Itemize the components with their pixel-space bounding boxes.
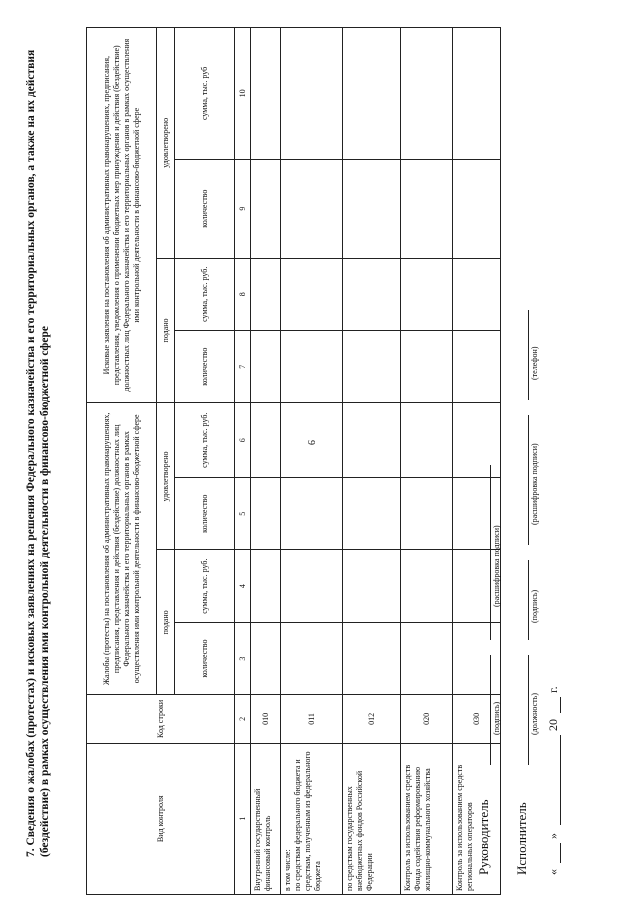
month-line: [546, 735, 561, 825]
column-number: 7: [235, 330, 251, 402]
column-numbers-row: [235, 28, 251, 895]
header-sum: сумма, тыс. руб.: [175, 258, 235, 330]
header-claims-satisfied: удовлетворено: [157, 28, 175, 259]
section-title: Сведения о жалобах (протестах) и исковых заявлениях на решения Федерального казначейства и его территориальных органов, а также на их действия (бездействие) в рамках осуществления ими контрольной деятельности в финансово-бюджетной сфере: [25, 49, 51, 857]
header-code: Код строки: [87, 695, 235, 743]
head-label: Руководитель: [476, 799, 491, 875]
decoding-line: [476, 465, 491, 640]
header-complaints: Жалобы (протесты) на постановления об административных правонарушениях, предписания, представления и действия (бездействие) должностных лиц Федерального казначейства и его территориальных органов в рамках осуществления ими контрольной деятельности в финансово-бюджетной сфере: [87, 403, 157, 695]
date-open-quote: «: [546, 869, 560, 875]
header-sum: сумма, тыс. руб.: [175, 550, 235, 622]
position-line: [514, 655, 529, 765]
column-number: 1: [235, 743, 251, 894]
executor-label: Исполнитель: [514, 802, 529, 875]
decoding-caption: (расшифровка подписи): [530, 443, 539, 525]
signature-line: [476, 655, 491, 765]
decoding-caption: (расшифровка подписи): [492, 525, 501, 607]
column-number: 2: [235, 695, 251, 743]
year-suffix: г.: [546, 686, 560, 693]
row-code: 010: [251, 695, 281, 743]
table-row: [281, 28, 343, 895]
year-prefix: 20: [546, 719, 560, 731]
executor-signature-row: [508, 15, 546, 875]
page-number: 9: [305, 440, 316, 445]
header-claims-filed: подано: [157, 258, 175, 403]
phone-line: [514, 310, 529, 400]
row-code: 020: [401, 695, 453, 743]
signature-line: [514, 560, 529, 640]
decoding-line: [514, 415, 529, 545]
table-row: [251, 28, 281, 895]
row-code: 030: [453, 695, 501, 743]
header-count: количество: [175, 478, 235, 550]
header-sum: сумма, тыс. руб: [175, 28, 235, 160]
column-number: 6: [235, 403, 251, 478]
row-label: Контроль за использованием средств Фонда содействия реформированию жилищно-коммунального хозяйства: [401, 743, 453, 894]
column-number: 3: [235, 622, 251, 694]
signature-block: [470, 15, 584, 875]
column-number: 8: [235, 258, 251, 330]
column-number: 4: [235, 550, 251, 622]
column-number: 10: [235, 28, 251, 160]
date-row: [546, 15, 584, 875]
row-label: Контроль за использованием средств региональных операторов: [453, 743, 501, 894]
signature-caption: (подпись): [492, 701, 501, 735]
row-label: Внутренний государственный финансовый контроль: [251, 743, 281, 894]
header-count: количество: [175, 159, 235, 258]
row-label: по средствам государственных внебюджетных фондов Российской Федерации: [343, 743, 401, 894]
header-sum: сумма, тыс. руб.: [175, 403, 235, 478]
header-claims: Исковые заявления на постановления об административных правонарушениях, предписания, представления, уведомления о применении бюджетных мер принуждения и действия (бездействие) должностных лиц Федерального казначейства и его территориальных органов в рамках осуществления ими контрольной деятельности в финансово-бюджетной сфере: [87, 28, 157, 403]
table-row: [343, 28, 401, 895]
year-line: [546, 697, 561, 713]
section-number: 7.: [25, 848, 37, 857]
day-line: [546, 843, 561, 863]
signature-caption: (подпись): [530, 589, 539, 623]
section-heading: [24, 37, 52, 857]
row-code: 012: [343, 695, 401, 743]
head-signature-row: [470, 15, 508, 875]
header-kind: Вид контроля: [87, 743, 235, 894]
header-complaints-satisfied: удовлетворено: [157, 403, 175, 550]
date-close-quote: »: [546, 833, 560, 839]
header-count: количество: [175, 330, 235, 402]
table-row: [401, 28, 453, 895]
complaints-table: [86, 27, 501, 895]
column-number: 5: [235, 478, 251, 550]
phone-caption: (телефон): [530, 346, 539, 380]
row-label: в том числе: по средствам федерального бюджета и средствам, полученным из федерального бюджета: [281, 743, 343, 894]
position-caption: (должность): [530, 693, 539, 735]
header-count: количество: [175, 622, 235, 694]
column-number: 9: [235, 159, 251, 258]
header-complaints-filed: подано: [157, 550, 175, 695]
row-code: 011: [281, 695, 343, 743]
